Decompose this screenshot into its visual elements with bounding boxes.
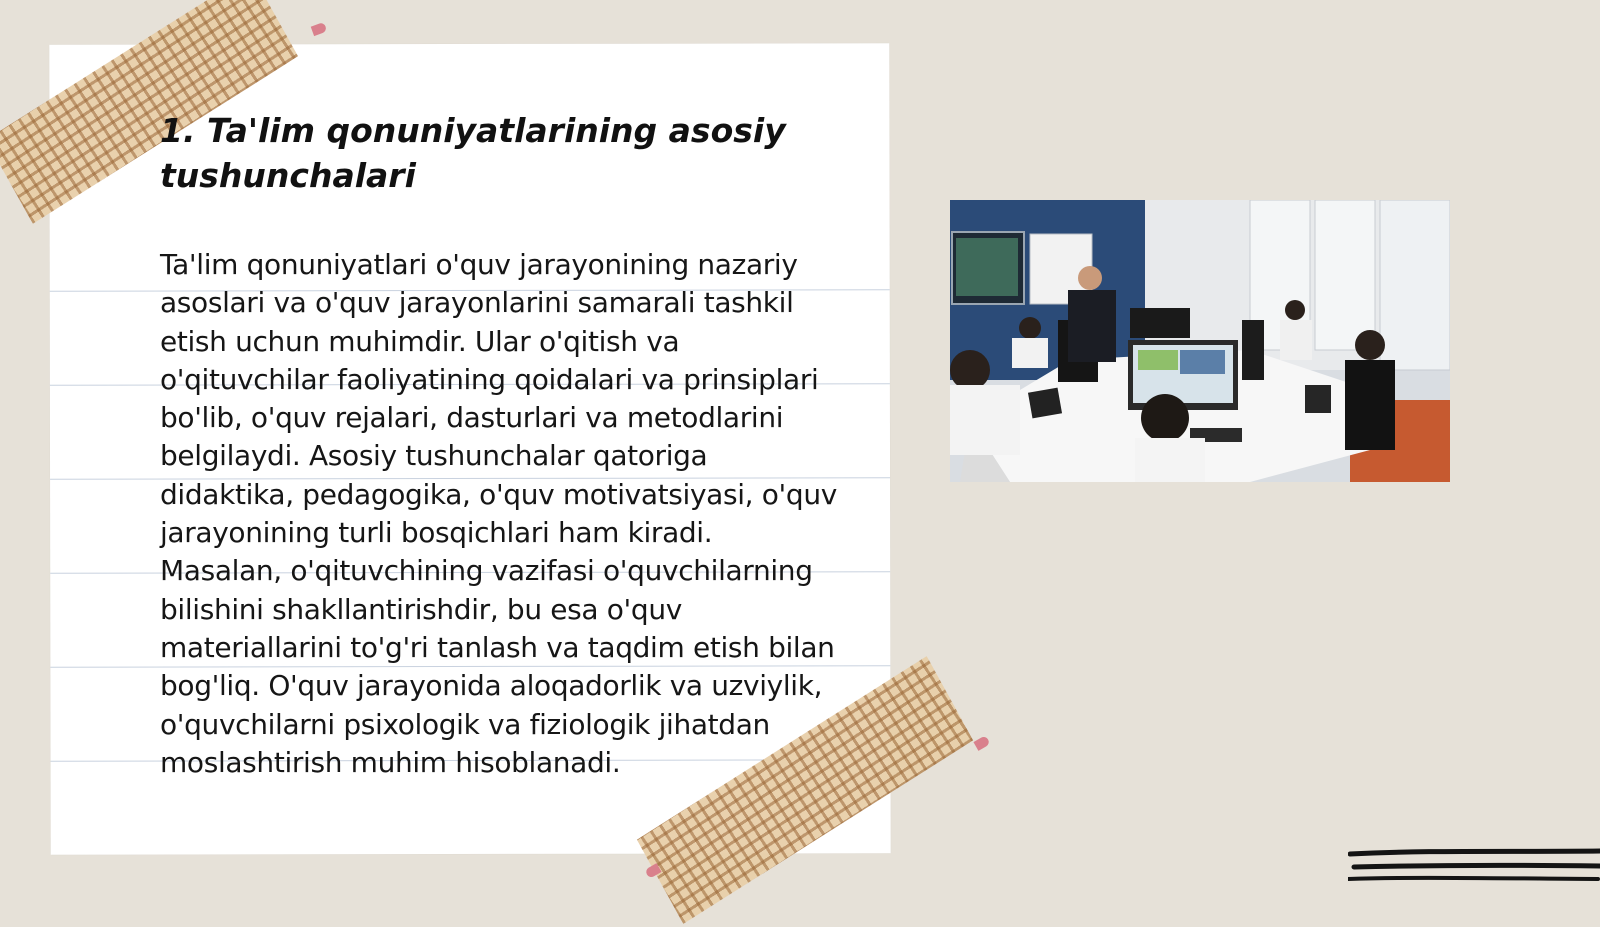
slide-body-text: Ta'lim qonuniyatlari o'quv jarayonining nazariy asoslari va o'quv jarayonlarini samarali tashkil etish uchun muhimdir. Ular o'qitish va o'qituvchilar faoliyatining qoidalari va prinsiplari bo'lib, o'quv rejalari, dasturlari va metodlarini belgilaydi. Asosiy tushunchalar qatoriga didaktika, pedagogika, o'quv motivatsiyasi, o'quv jarayonining turli bosqichlari ham kiradi. Masalan, o'qituvchining vazifasi o'quvchilarning bilishini shakllantirishdir, bu esa o'quv materiallarini to'g'ri tanlash va taqdim etish bilan bog'liq. O'quv jarayonida aloqadorlik va uzviylik, o'quvchilarni psixologik va fiziologik jihatdan moslashtirish muhim hisoblanadi. bbox=[160, 248, 837, 779]
tape-end-mark bbox=[311, 22, 328, 36]
decorative-lines bbox=[1348, 846, 1600, 886]
classroom-photo bbox=[950, 200, 1450, 482]
slide-title: 1. Ta'lim qonuniyatlarining asosiy tushunchalari bbox=[160, 111, 786, 195]
tape-end-mark bbox=[973, 735, 990, 751]
